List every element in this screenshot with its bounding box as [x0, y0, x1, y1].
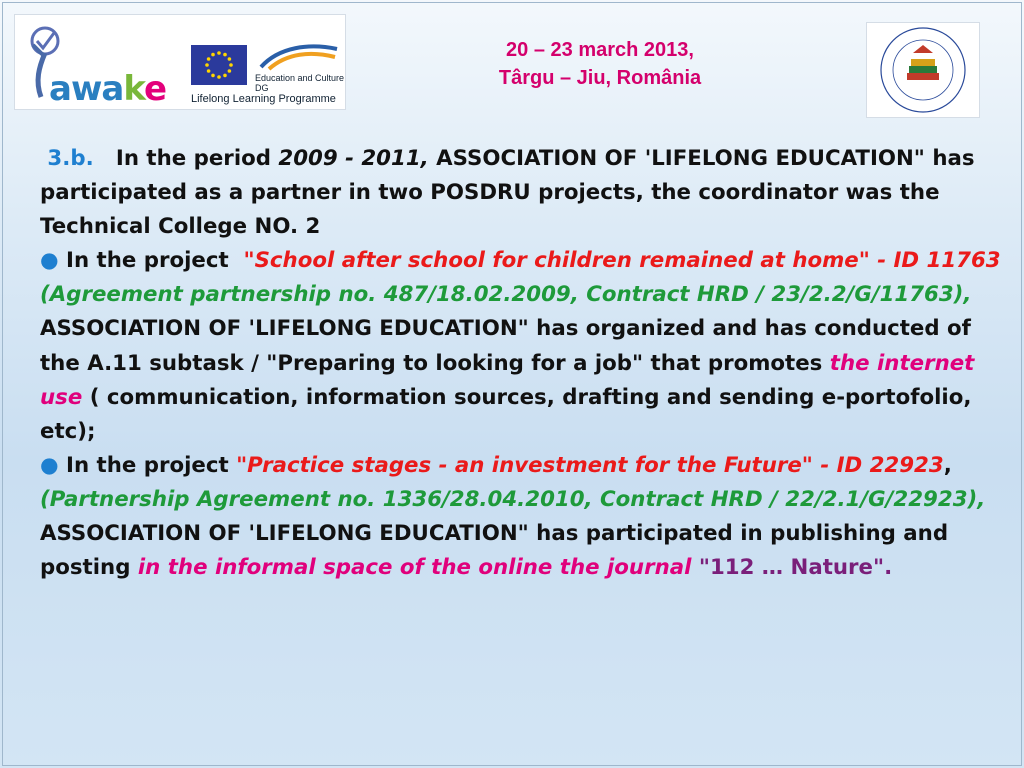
education-culture-swoosh-icon [259, 41, 339, 71]
lifelong-learning-programme-text: Lifelong Learning Programme [191, 93, 336, 105]
project-1-title: "School after school for children remained at home" - ID 11763 [243, 248, 1001, 274]
education-culture-dg-text: Education and Culture DG [255, 73, 345, 93]
project-2-agreement: Partnership Agreement no. 1336/28.04.2010, Contract HRD / 22/2.1/G/22923), [49, 486, 986, 512]
partners-logo-banner [14, 14, 346, 110]
bullet-icon: ● [40, 452, 59, 478]
awake-wordmark: awake [49, 69, 167, 109]
slide-body [40, 142, 1005, 585]
association-seal-logo [866, 22, 980, 118]
project-2-paragraph: ● In the project "Practice stages - an investment for the Future" - ID 22923, (Partnership Agreement no. 1336/28.04.2010, Contract HRD / 22/2.1/G/22923), ASSOCIATION OF 'LIFELONG EDUCATION" has participated in publishing and posting in the informal space of the online the journal "112 … Nature". [40, 452, 986, 581]
informal-space-phrase: in the informal space of the online the journal [137, 555, 692, 581]
eu-flag-icon [191, 45, 247, 85]
project-2-title: "Practice stages - an investment for the Future" - ID 22923 [236, 452, 944, 478]
association-seal-icon [867, 23, 979, 117]
journal-name: "112 … Nature". [698, 555, 893, 581]
project-1-heading: ● In the project "School after school for children remained at home" - ID 11763 [40, 248, 1001, 274]
event-place: Târgu – Jiu, România [498, 67, 702, 89]
project-1-details: (Agreement partnership no. 487/18.02.2009, Contract HRD / 23/2.2/G/11763), ASSOCIATION OF 'LIFELONG EDUCATION" has organized and has conducted of the A.11 subtask / "Preparing to looking for a job" that promotes the internet use ( communication, information sources, drafting and sending e-portofolio, etc); [40, 282, 975, 444]
project-1-agreement: (Agreement partnership no. 487/18.02.2009, Contract HRD / 23/2.2/G/11763), [40, 282, 972, 308]
event-date: 20 – 23 march 2013, [506, 39, 694, 61]
intro-paragraph: 3.b. In the period 2009 - 2011, ASSOCIATION OF 'LIFELONG EDUCATION" has participated as a partner in two POSDRU projects, the coordinator was the Technical College NO. 2 [40, 146, 975, 240]
internet-use-phrase: the internet use [40, 350, 975, 410]
bullet-icon: ● [40, 248, 59, 274]
section-number: 3.b. [47, 146, 94, 171]
event-date-place [410, 36, 790, 92]
